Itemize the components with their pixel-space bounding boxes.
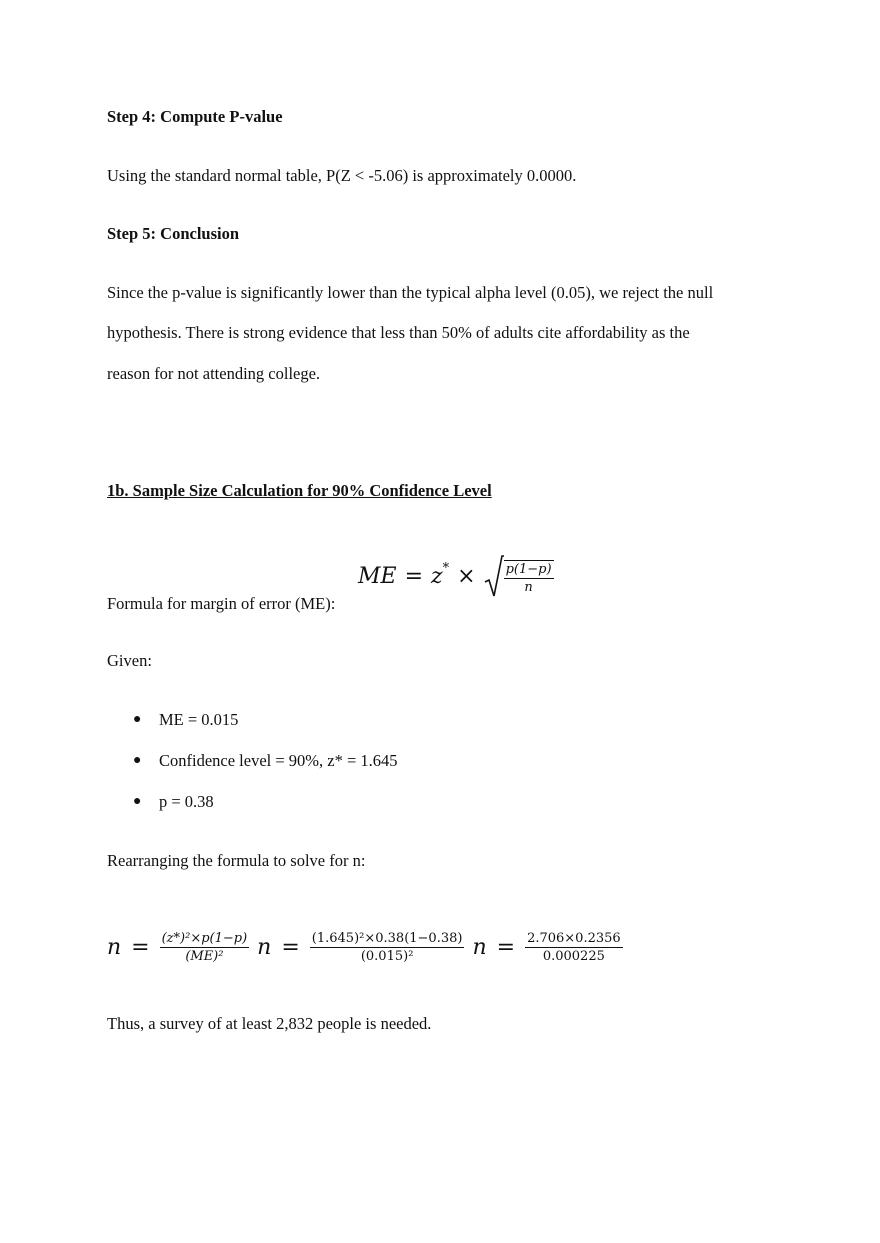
step4-text: Using the standard normal table, P(Z < -5.06) is approximately 0.0000.	[107, 166, 577, 185]
bullet-icon: ●	[133, 712, 142, 727]
me-formula	[358, 552, 554, 600]
step5-line-1: Since the p-value is significantly lower than the typical alpha level (0.05), we reject the null	[107, 283, 714, 302]
bullet-icon: ●	[133, 794, 142, 809]
me-formula-denominator: n	[524, 579, 533, 595]
square-root-icon	[484, 554, 504, 598]
equals-sign: =	[281, 934, 300, 960]
me-formula-star: *	[442, 560, 450, 576]
formula-label: Formula for margin of error (ME):	[107, 594, 336, 613]
me-formula-lhs: ME	[358, 563, 397, 589]
n-fraction-3	[525, 931, 623, 964]
n-fraction-3-denominator: 0.000225	[542, 948, 605, 964]
n-fraction-3-numerator: 2.706×0.2356	[527, 930, 621, 946]
step5-heading: Step 5: Conclusion	[107, 224, 240, 243]
step5-line-3: reason for not attending college.	[107, 364, 321, 383]
n-symbol: n	[257, 934, 272, 960]
conclusion-text: Thus, a survey of at least 2,832 people is needed.	[107, 1014, 432, 1033]
equals-sign: =	[131, 934, 150, 960]
n-symbol: n	[107, 934, 122, 960]
n-fraction-1-numerator: (z*)²×p(1−p)	[161, 930, 248, 946]
step5-line-2: hypothesis. There is strong evidence that less than 50% of adults cite affordability as the	[107, 323, 690, 342]
rearrange-text: Rearranging the formula to solve for n:	[107, 851, 366, 870]
n-symbol: n	[472, 934, 487, 960]
n-fraction-1-denominator: (ME)²	[185, 948, 224, 964]
step4-heading: Step 4: Compute P-value	[107, 107, 283, 126]
bullet-icon: ●	[133, 753, 142, 768]
section-1b-heading: 1b. Sample Size Calculation for 90% Confidence Level	[107, 481, 492, 500]
n-fraction-2	[310, 931, 465, 964]
given-item-me: ME = 0.015	[159, 710, 239, 729]
given-item-confidence: Confidence level = 90%, z* = 1.645	[159, 751, 398, 770]
me-formula-equals: =	[404, 563, 424, 589]
n-fraction-1	[160, 931, 250, 964]
me-formula-numerator: p(1−p)	[505, 561, 552, 577]
n-fraction-2-denominator: (0.015)²	[360, 948, 414, 964]
equals-sign: =	[496, 934, 516, 960]
me-formula-z: z	[431, 563, 443, 589]
me-formula-times: ×	[457, 563, 476, 589]
me-formula-fraction	[504, 560, 554, 595]
n-fraction-2-numerator: (1.645)²×0.38(1−0.38)	[311, 930, 463, 946]
n-formulas	[107, 925, 623, 969]
given-label: Given:	[107, 651, 152, 670]
given-item-p: p = 0.38	[159, 792, 214, 811]
